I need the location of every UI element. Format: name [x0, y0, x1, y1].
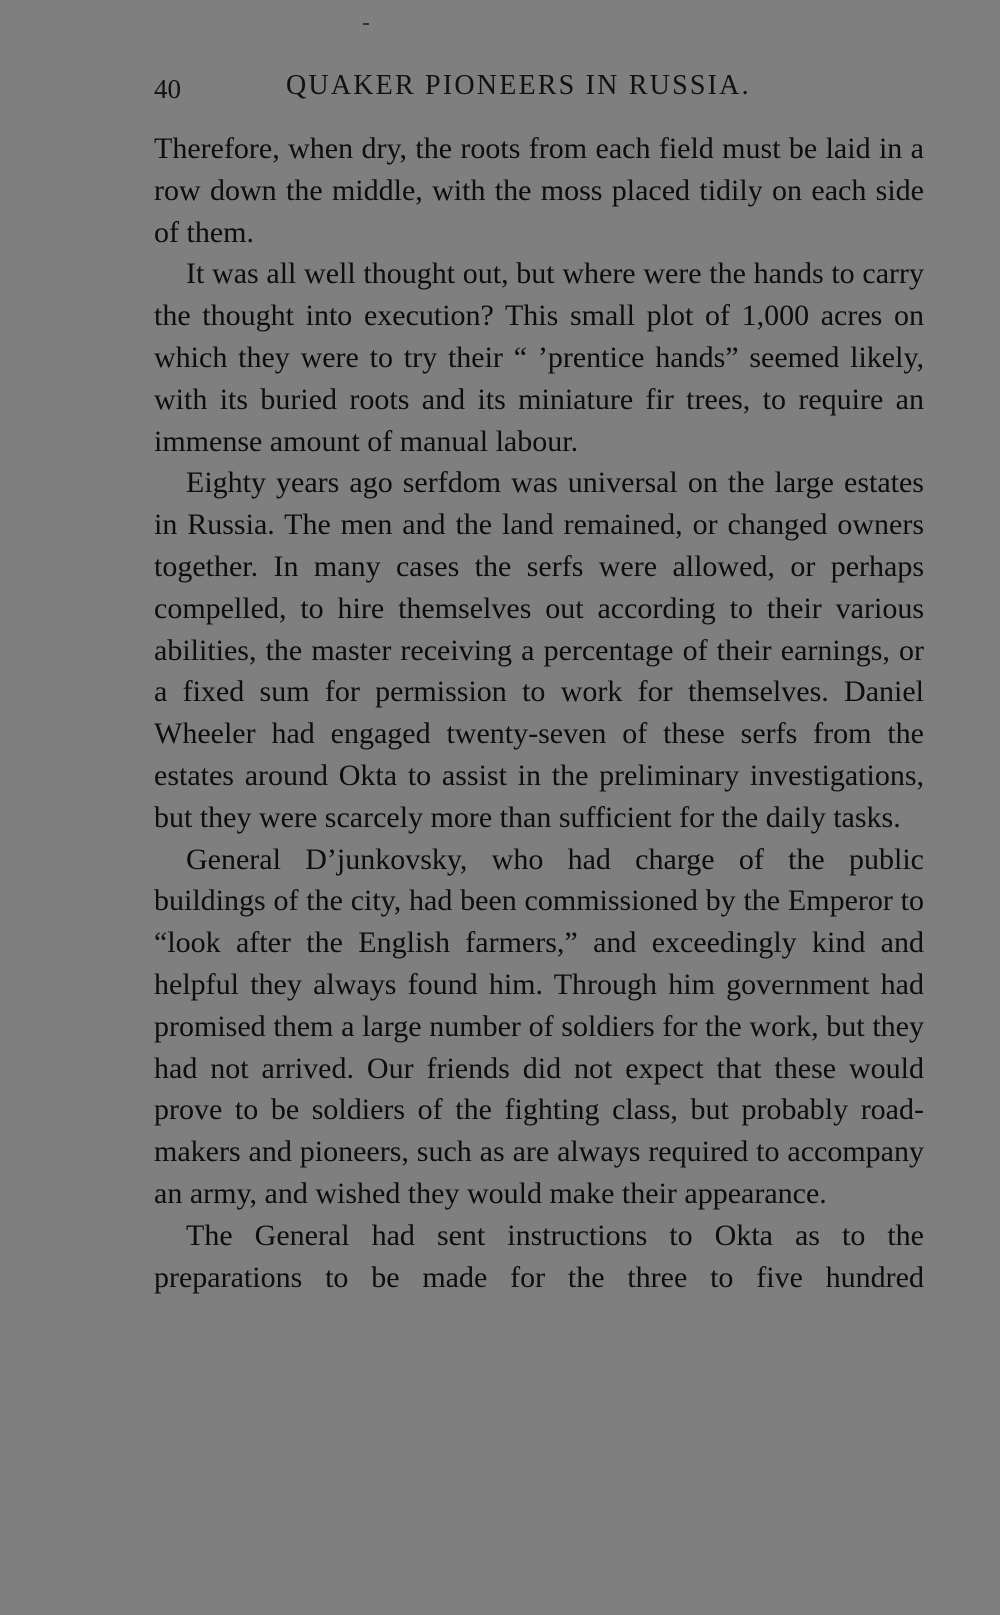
body-text — [154, 128, 924, 1298]
paragraph: Eighty years ago serfdom was universal on the large estates in Russia. The men and the land remained, or changed owners together. In many cases the serfs were allowed, or perhaps compelled, to hire themselves out according to their various abilities, the master receiving a percentage of their earnings, or a fixed sum for permission to work for themselves. Daniel Wheeler had engaged twenty-seven of these serfs from the estates around Okta to assist in the preliminary investigations, but they were scarcely more than sufficient for the daily tasks. — [154, 466, 924, 834]
paragraph-continuation: Therefore, when dry, the roots from each field must be laid in a row down the middle, with the moss placed tidily on each side of them. — [154, 132, 924, 249]
page-header — [154, 66, 924, 116]
running-head: QUAKER PIONEERS IN RUSSIA. — [286, 70, 751, 101]
paragraph: It was all well thought out, but where were the hands to carry the thought into execution? This small plot of 1,000 acres on which they were to try their “ ’prentice hands” seemed likely, with its buried roots and its miniature fir trees, to require an immense amount of manual labour. — [154, 257, 924, 458]
page-number: 40 — [154, 74, 181, 104]
page-speck — [363, 23, 369, 25]
paragraph-continues: The General had sent instructions to Okta as to the preparations to be made for the three to five hundred — [154, 1218, 924, 1294]
paragraph: General D’junkovsky, who had charge of the public buildings of the city, had been commissioned by the Emperor to “look after the English farmers,” and exceedingly kind and helpful they always found him. Through him government had promised them a large number of soldiers for the work, but they had not arrived. Our friends did not expect that these would prove to be soldiers of the fighting class, but probably road-makers and pioneers, such as are always required to accompany an army, and wished they would make their appearance. — [154, 842, 924, 1210]
